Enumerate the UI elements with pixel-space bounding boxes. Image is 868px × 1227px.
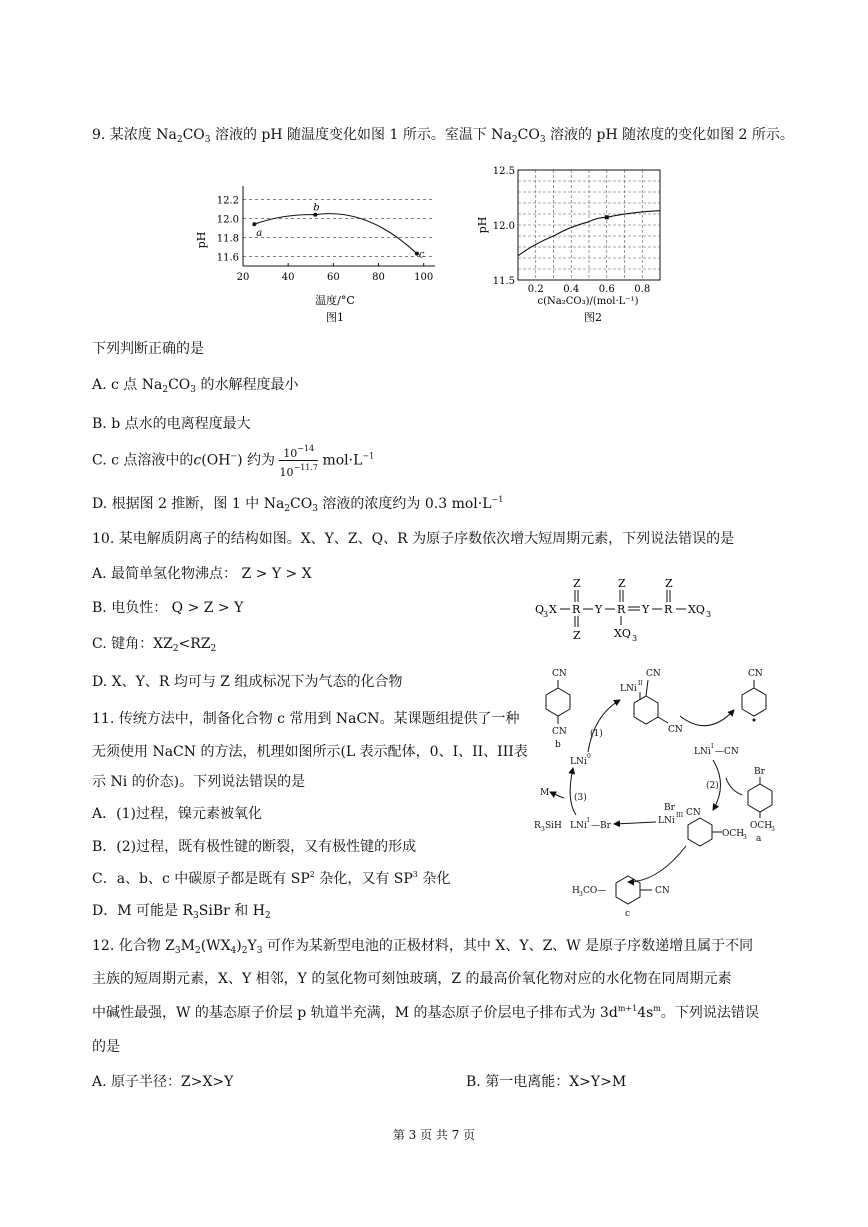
q11-stem-line1: 11. 传统方法中，制备化合物 c 常用到 NaCN。某课题组提供了一种 [92, 711, 520, 727]
svg-text:Br: Br [664, 803, 675, 813]
fig2-xtick-label: 0.6 [598, 284, 615, 295]
figure-1 [195, 180, 450, 328]
svg-text:II: II [638, 680, 643, 687]
q10-anion-structure [530, 575, 770, 645]
svg-text:CN: CN [646, 669, 661, 679]
svg-text:LNi: LNi [620, 684, 637, 694]
svg-text:Z: Z [573, 629, 581, 642]
fig1-xtick-label: 80 [372, 272, 385, 283]
q10-option-d[interactable]: D. X、Y、R 均可与 Z 组成标况下为气态的化合物 [92, 674, 403, 690]
svg-text:LNi: LNi [570, 757, 587, 767]
q12-option-a[interactable]: A. 原子半径：Z>X>Y [92, 1074, 234, 1090]
fig2-xlabel: c(Na₂CO₃)/(mol·L⁻¹) [537, 296, 639, 307]
svg-text:OCH: OCH [722, 829, 745, 839]
fig1-xtick-label: 100 [414, 272, 434, 283]
svg-text:3: 3 [543, 610, 549, 619]
svg-text:R: R [572, 603, 581, 616]
svg-text:0: 0 [587, 753, 591, 760]
fig1-ytick-label: 12.2 [216, 195, 239, 207]
q9-option-a[interactable]: A. c 点 $Na_2CO_3$ 的水解程度最小 [92, 377, 299, 395]
q9-option-c-fraction: $\frac{10^{-14}}{10^{-11.7}}$ [279, 444, 318, 479]
svg-text:CN: CN [668, 725, 683, 735]
svg-text:—CN: —CN [715, 747, 739, 757]
svg-text:3: 3 [541, 826, 545, 833]
lni-0 [570, 753, 591, 767]
fig1-xlabel: 温度/°C [315, 294, 355, 307]
svg-text:H: H [572, 886, 580, 896]
svg-text:Z: Z [665, 577, 673, 590]
fig1-ylabel: pH [195, 231, 208, 249]
q12-stem-line3: 中碱性最强，W 的基态原子价层 p 轨道半充满，M 的基态原子价层电子排布式为 $3d^{m+1}4s^m$。下列说法错误 [92, 1004, 759, 1021]
q10-stem: 10. 某电解质阴离子的结构如图。X、Y、Z、Q、R 为原子序数依次增大短周期元素，下列说法错误的是 [92, 531, 735, 547]
svg-text:SiH: SiH [545, 821, 562, 831]
fig2-ytick-label: 11.5 [492, 276, 515, 287]
fig1-curve [254, 214, 417, 254]
svg-text:3: 3 [743, 834, 747, 841]
page-footer: 第 3 页 共 7 页 [392, 1128, 476, 1142]
fig2-xtick-label: 0.4 [563, 284, 580, 295]
svg-text:b: b [555, 740, 561, 750]
compound-b [546, 669, 570, 750]
q9-prompt: 下列判断正确的是 [92, 341, 204, 357]
svg-text:Br: Br [754, 767, 765, 777]
svg-text:CN: CN [686, 808, 701, 818]
fig2-xtick-label: 0.8 [634, 284, 651, 295]
compound-a [748, 767, 775, 844]
svg-text:XQ: XQ [614, 627, 631, 640]
svg-text:Z: Z [618, 577, 626, 590]
svg-text:a: a [756, 834, 762, 844]
svg-text:CN: CN [748, 669, 763, 679]
q9-option-c[interactable]: C. c 点溶液中的c(OH−) 约为 $\frac{10^{-14}}{10^{-11.7}}$ $mol\cdot L^{-1}$ [92, 444, 375, 479]
lni-i-cn [694, 743, 739, 757]
svg-text:CN: CN [552, 727, 567, 737]
svg-text:X: X [549, 603, 557, 616]
svg-text:CO—: CO— [583, 886, 607, 896]
fig1-xtick-label: 60 [326, 272, 340, 283]
lni-iii-intermediate [658, 803, 747, 846]
q9-option-d[interactable]: D. 根据图 2 推断，图 1 中 $Na_2CO_3$ 溶液的浓度约为 0.3 $mol\cdot L^{-1}$ [92, 495, 504, 514]
q11-mechanism-diagram [528, 660, 808, 922]
svg-text:XQ: XQ [688, 603, 705, 616]
q12-option-b[interactable]: B. 第一电离能：X>Y>M [466, 1074, 627, 1090]
svg-text:R: R [617, 603, 626, 616]
fig1-ytick-label: 11.8 [216, 233, 239, 245]
q10-option-a[interactable]: A. 最简单氢化物沸点： Z > Y > X [92, 566, 312, 582]
svg-text:3: 3 [579, 891, 583, 898]
fig1-ytick-label: 11.6 [216, 252, 239, 264]
svg-text:LNi: LNi [570, 821, 587, 831]
q10-option-c[interactable]: C. 键角：$XZ_2<RZ_2$ [92, 636, 217, 654]
fig1-caption: 图1 [326, 311, 344, 324]
svg-text:CN: CN [655, 886, 670, 896]
svg-text:—Br: —Br [591, 821, 611, 831]
figure-2 [478, 160, 678, 330]
fig1-point-a [252, 222, 256, 226]
fig2-ytick-label: 12.5 [492, 166, 515, 177]
svg-text:3: 3 [771, 826, 775, 833]
svg-text:Q: Q [535, 603, 545, 616]
compound-c [572, 876, 670, 919]
svg-text:Z: Z [573, 577, 581, 590]
svg-text:3: 3 [632, 634, 638, 643]
svg-text:OCH: OCH [750, 821, 773, 831]
fig2-ytick-label: 12.0 [492, 221, 515, 232]
fig2-ylabel: pH [476, 216, 489, 234]
q12-stem-line2: 主族的短周期元素，X、Y 相邻，Y 的氢化物可刻蚀玻璃，Z 的最高价氧化物对应的水化物在同周期元素 [92, 971, 732, 987]
q11-stem-line2: 无须使用 NaCN 的方法，机理如图所示(L 表示配体，0、I、II、III表 [92, 744, 528, 760]
svg-text:c: c [625, 909, 631, 919]
q11-option-d[interactable]: D．M 可能是 $R_3SiBr$ 和 $H_2$ [92, 903, 271, 921]
q11-option-b[interactable]: B．(2)过程，既有极性键的断裂，又有极性键的形成 [92, 839, 417, 855]
svg-text:III: III [676, 812, 684, 819]
svg-text:LNi: LNi [694, 747, 711, 757]
q10-option-b[interactable]: B. 电负性： Q > Z > Y [92, 600, 244, 616]
fig2-caption: 图2 [584, 311, 602, 324]
lni-ii-intermediate [620, 669, 683, 735]
fig1-point-label: a [256, 228, 263, 240]
svg-text:R: R [534, 821, 541, 831]
svg-text:LNi: LNi [658, 816, 675, 826]
aryl-radical [742, 669, 766, 722]
q12-stem-line4: 的是 [92, 1039, 120, 1055]
q12-stem-line1: 12. 化合物 $Z_3M_2(WX_4)_2Y_3$ 可作为某新型电池的正极材料，其中 X、Y、Z、W 是原子序数递增且属于不同 [92, 938, 754, 956]
fig1-xtick-label: 40 [281, 272, 295, 283]
svg-text:CN: CN [552, 669, 567, 679]
svg-text:(1): (1) [590, 729, 603, 739]
fig1-ytick-label: 12.0 [216, 214, 239, 226]
q9-stem: 9. 某浓度 $Na_2CO_3$ 溶液的 pH 随温度变化如图 1 所示。室温下 $Na_2CO_3$ 溶液的 pH 随浓度的变化如图 2 所示。 [92, 127, 794, 145]
svg-text:3: 3 [706, 610, 712, 619]
fig1-xtick-label: 20 [236, 272, 250, 283]
svg-text:M: M [540, 788, 550, 798]
svg-text:R: R [664, 603, 673, 616]
svg-text:(3): (3) [574, 793, 587, 803]
svg-text:I: I [587, 817, 590, 824]
fig2-xtick-label: 0.2 [527, 284, 544, 295]
svg-text:I: I [711, 743, 714, 750]
fig2-marker [605, 215, 609, 219]
q11-option-c[interactable]: C．a、b、c 中碳原子都是既有 $SP^2$ 杂化，又有 $SP^3$ 杂化 [92, 870, 451, 887]
fig1-point-label: b [313, 202, 320, 214]
q9-option-b[interactable]: B. b 点水的电离程度最大 [92, 416, 251, 432]
svg-text:(2): (2) [706, 781, 719, 791]
lni-i-br [534, 817, 612, 833]
q11-stem-line3: 示 Ni 的价态)。下列说法错误的是 [92, 774, 306, 790]
svg-text:Y: Y [642, 603, 650, 616]
q11-option-a[interactable]: A．(1)过程，镍元素被氧化 [92, 806, 262, 822]
svg-text:Y: Y [595, 603, 603, 616]
fig1-point-label: c [418, 249, 425, 261]
